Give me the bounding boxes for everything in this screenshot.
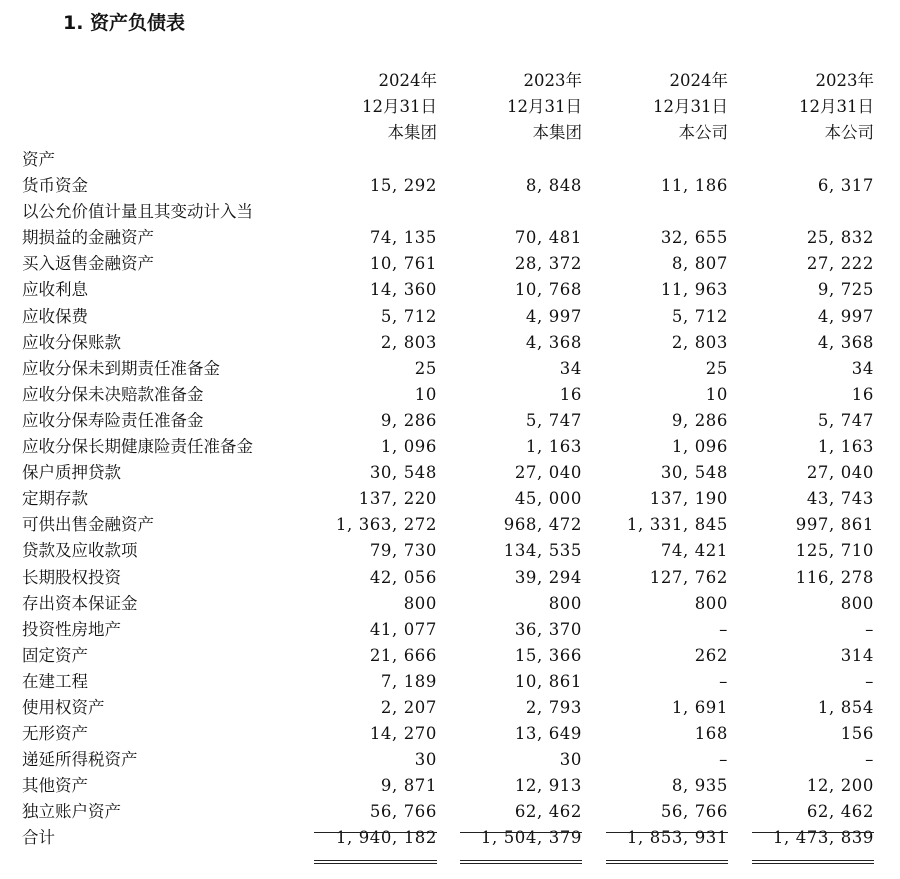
column-date: 12月31日 bbox=[653, 97, 728, 116]
cell-value: 36, 370 bbox=[514, 619, 582, 639]
cell-value: 968, 472 bbox=[503, 515, 582, 535]
cell-value: 74, 135 bbox=[369, 228, 437, 248]
cell-value: 16 bbox=[559, 384, 582, 404]
subtotal-rule bbox=[606, 832, 728, 833]
column-date: 12月31日 bbox=[362, 97, 437, 116]
cell-value: 2, 803 bbox=[380, 332, 437, 352]
cell-value: 8, 848 bbox=[525, 176, 582, 196]
cell-value: 39, 294 bbox=[514, 567, 582, 587]
cell-value: 137, 190 bbox=[649, 489, 728, 509]
cell-value: 25, 832 bbox=[806, 228, 874, 248]
table-row bbox=[0, 643, 900, 669]
cell-value: 62, 462 bbox=[514, 802, 582, 822]
column-entity: 本集团 bbox=[387, 123, 437, 142]
cell-value: 5, 747 bbox=[525, 410, 582, 430]
table-row bbox=[0, 251, 900, 277]
cell-value: 10, 861 bbox=[514, 671, 582, 691]
cell-value: 8, 807 bbox=[671, 254, 728, 274]
cell-value: 9, 725 bbox=[817, 280, 874, 300]
cell-value: 15, 366 bbox=[514, 645, 582, 665]
cell-value: – bbox=[865, 750, 874, 770]
cell-value: 27, 040 bbox=[514, 463, 582, 483]
row-label: 其他资产 bbox=[22, 776, 88, 796]
cell-value: 41, 077 bbox=[369, 619, 437, 639]
column-year: 2024年 bbox=[378, 71, 437, 90]
table-row bbox=[0, 773, 900, 799]
cell-value: 21, 666 bbox=[369, 645, 437, 665]
column-header-group-2024 bbox=[287, 68, 437, 146]
cell-value: 42, 056 bbox=[369, 567, 437, 587]
table-row bbox=[0, 512, 900, 538]
cell-value: 5, 747 bbox=[817, 410, 874, 430]
row-label: 长期股权投资 bbox=[22, 567, 121, 587]
section-title: 1. 资产负债表 bbox=[63, 12, 186, 34]
table-row bbox=[0, 799, 900, 825]
column-header-company-2024 bbox=[578, 68, 728, 146]
table-row bbox=[0, 538, 900, 564]
cell-value: – bbox=[865, 671, 874, 691]
cell-value: 4, 997 bbox=[525, 306, 582, 326]
row-label: 使用权资产 bbox=[22, 697, 105, 717]
row-label: 应收分保长期健康险责任准备金 bbox=[22, 437, 253, 457]
cell-value: 11, 963 bbox=[660, 280, 728, 300]
cell-value: 1, 691 bbox=[671, 697, 728, 717]
column-header-group-2023 bbox=[432, 68, 582, 146]
cell-value: 1, 096 bbox=[380, 437, 437, 457]
row-label: 独立账户资产 bbox=[22, 802, 121, 822]
row-label: 以公允价值计量且其变动计入当 bbox=[22, 202, 253, 222]
row-label: 期损益的金融资产 bbox=[22, 228, 154, 248]
table-row bbox=[0, 173, 900, 199]
cell-value: 12, 200 bbox=[806, 776, 874, 796]
row-label: 合计 bbox=[22, 828, 55, 848]
table-row bbox=[0, 669, 900, 695]
table-row bbox=[0, 695, 900, 721]
column-entity: 本公司 bbox=[824, 123, 874, 142]
cell-value: 2, 793 bbox=[525, 697, 582, 717]
cell-value: 1, 853, 931 bbox=[626, 828, 728, 848]
cell-value: 70, 481 bbox=[514, 228, 582, 248]
cell-value: 11, 186 bbox=[660, 176, 728, 196]
cell-value: 314 bbox=[840, 645, 874, 665]
total-double-rule bbox=[460, 860, 582, 864]
cell-value: 79, 730 bbox=[369, 541, 437, 561]
row-label: 保户质押贷款 bbox=[22, 463, 121, 483]
cell-value: 25 bbox=[414, 358, 437, 378]
cell-value: – bbox=[719, 671, 728, 691]
column-year: 2023年 bbox=[523, 71, 582, 90]
cell-value: 1, 363, 272 bbox=[335, 515, 437, 535]
cell-value: 9, 871 bbox=[380, 776, 437, 796]
cell-value: 30 bbox=[559, 750, 582, 770]
row-label: 买入返售金融资产 bbox=[22, 254, 154, 274]
cell-value: 28, 372 bbox=[514, 254, 582, 274]
cell-value: 32, 655 bbox=[660, 228, 728, 248]
cell-value: 9, 286 bbox=[380, 410, 437, 430]
cell-value: 127, 762 bbox=[649, 567, 728, 587]
cell-value: 45, 000 bbox=[514, 489, 582, 509]
table-row bbox=[0, 330, 900, 356]
row-label: 在建工程 bbox=[22, 671, 88, 691]
row-label: 应收分保未决赔款准备金 bbox=[22, 384, 204, 404]
table-row bbox=[0, 304, 900, 330]
cell-value: 43, 743 bbox=[806, 489, 874, 509]
cell-value: 4, 368 bbox=[525, 332, 582, 352]
cell-value: 34 bbox=[559, 358, 582, 378]
cell-value: 1, 163 bbox=[817, 437, 874, 457]
cell-value: 6, 317 bbox=[817, 176, 874, 196]
cell-value: 13, 649 bbox=[514, 724, 582, 744]
cell-value: 30, 548 bbox=[660, 463, 728, 483]
cell-value: 15, 292 bbox=[369, 176, 437, 196]
cell-value: 9, 286 bbox=[671, 410, 728, 430]
table-row bbox=[0, 277, 900, 303]
row-label: 贷款及应收款项 bbox=[22, 541, 138, 561]
table-row bbox=[0, 486, 900, 512]
column-header-company-2023 bbox=[724, 68, 874, 146]
table-row bbox=[0, 382, 900, 408]
cell-value: 5, 712 bbox=[671, 306, 728, 326]
cell-value: 10 bbox=[414, 384, 437, 404]
cell-value: 125, 710 bbox=[795, 541, 874, 561]
cell-value: 800 bbox=[403, 593, 437, 613]
total-double-rule bbox=[314, 860, 437, 864]
cell-value: 262 bbox=[694, 645, 728, 665]
cell-value: 27, 222 bbox=[806, 254, 874, 274]
column-year: 2023年 bbox=[815, 71, 874, 90]
row-label: 应收分保账款 bbox=[22, 332, 121, 352]
cell-value: 134, 535 bbox=[503, 541, 582, 561]
cell-value: 34 bbox=[851, 358, 874, 378]
cell-value: 137, 220 bbox=[358, 489, 437, 509]
column-date: 12月31日 bbox=[799, 97, 874, 116]
cell-value: 10, 761 bbox=[369, 254, 437, 274]
table-row bbox=[0, 825, 900, 851]
column-entity: 本集团 bbox=[532, 123, 582, 142]
cell-value: 2, 207 bbox=[380, 697, 437, 717]
row-label: 投资性房地产 bbox=[22, 619, 121, 639]
row-label: 无形资产 bbox=[22, 724, 88, 744]
cell-value: 4, 368 bbox=[817, 332, 874, 352]
cell-value: 1, 096 bbox=[671, 437, 728, 457]
column-year: 2024年 bbox=[669, 71, 728, 90]
cell-value: – bbox=[719, 750, 728, 770]
row-label: 资产 bbox=[22, 150, 55, 169]
table-row bbox=[0, 747, 900, 773]
cell-value: 56, 766 bbox=[369, 802, 437, 822]
table-row bbox=[0, 565, 900, 591]
row-label: 存出资本保证金 bbox=[22, 593, 138, 613]
cell-value: 1, 331, 845 bbox=[626, 515, 728, 535]
total-double-rule bbox=[606, 860, 728, 864]
column-date: 12月31日 bbox=[507, 97, 582, 116]
table-row bbox=[0, 434, 900, 460]
cell-value: 156 bbox=[840, 724, 874, 744]
row-label: 可供出售金融资产 bbox=[22, 515, 154, 535]
cell-value: 997, 861 bbox=[795, 515, 874, 535]
table-row bbox=[0, 460, 900, 486]
cell-value: 14, 360 bbox=[369, 280, 437, 300]
cell-value: 1, 473, 839 bbox=[772, 828, 874, 848]
cell-value: – bbox=[865, 619, 874, 639]
cell-value: 800 bbox=[694, 593, 728, 613]
table-row bbox=[0, 408, 900, 434]
cell-value: 5, 712 bbox=[380, 306, 437, 326]
row-label: 应收分保寿险责任准备金 bbox=[22, 410, 204, 430]
subtotal-rule bbox=[752, 832, 874, 833]
cell-value: 1, 504, 379 bbox=[480, 828, 582, 848]
table-row bbox=[0, 591, 900, 617]
subtotal-rule bbox=[460, 832, 582, 833]
row-label: 递延所得税资产 bbox=[22, 750, 138, 770]
cell-value: – bbox=[719, 619, 728, 639]
cell-value: 14, 270 bbox=[369, 724, 437, 744]
cell-value: 62, 462 bbox=[806, 802, 874, 822]
table-row bbox=[0, 147, 900, 173]
cell-value: 56, 766 bbox=[660, 802, 728, 822]
column-entity: 本公司 bbox=[678, 123, 728, 142]
cell-value: 1, 940, 182 bbox=[335, 828, 437, 848]
row-label: 应收利息 bbox=[22, 280, 88, 300]
table-row bbox=[0, 199, 900, 225]
cell-value: 4, 997 bbox=[817, 306, 874, 326]
cell-value: 27, 040 bbox=[806, 463, 874, 483]
row-label: 应收分保未到期责任准备金 bbox=[22, 358, 220, 378]
cell-value: 1, 854 bbox=[817, 697, 874, 717]
table-row bbox=[0, 225, 900, 251]
subtotal-rule bbox=[314, 832, 437, 833]
cell-value: 25 bbox=[705, 358, 728, 378]
cell-value: 1, 163 bbox=[525, 437, 582, 457]
cell-value: 10, 768 bbox=[514, 280, 582, 300]
cell-value: 7, 189 bbox=[380, 671, 437, 691]
cell-value: 30, 548 bbox=[369, 463, 437, 483]
cell-value: 16 bbox=[851, 384, 874, 404]
cell-value: 2, 803 bbox=[671, 332, 728, 352]
cell-value: 800 bbox=[548, 593, 582, 613]
table-body bbox=[0, 147, 900, 852]
cell-value: 30 bbox=[414, 750, 437, 770]
cell-value: 12, 913 bbox=[514, 776, 582, 796]
table-row bbox=[0, 356, 900, 382]
cell-value: 74, 421 bbox=[660, 541, 728, 561]
row-label: 应收保费 bbox=[22, 306, 88, 326]
table-row bbox=[0, 721, 900, 747]
row-label: 定期存款 bbox=[22, 489, 88, 509]
cell-value: 168 bbox=[694, 724, 728, 744]
cell-value: 10 bbox=[705, 384, 728, 404]
cell-value: 116, 278 bbox=[795, 567, 874, 587]
row-label: 固定资产 bbox=[22, 645, 88, 665]
table-row bbox=[0, 617, 900, 643]
cell-value: 8, 935 bbox=[671, 776, 728, 796]
row-label: 货币资金 bbox=[22, 176, 88, 196]
total-double-rule bbox=[752, 860, 874, 864]
cell-value: 800 bbox=[840, 593, 874, 613]
